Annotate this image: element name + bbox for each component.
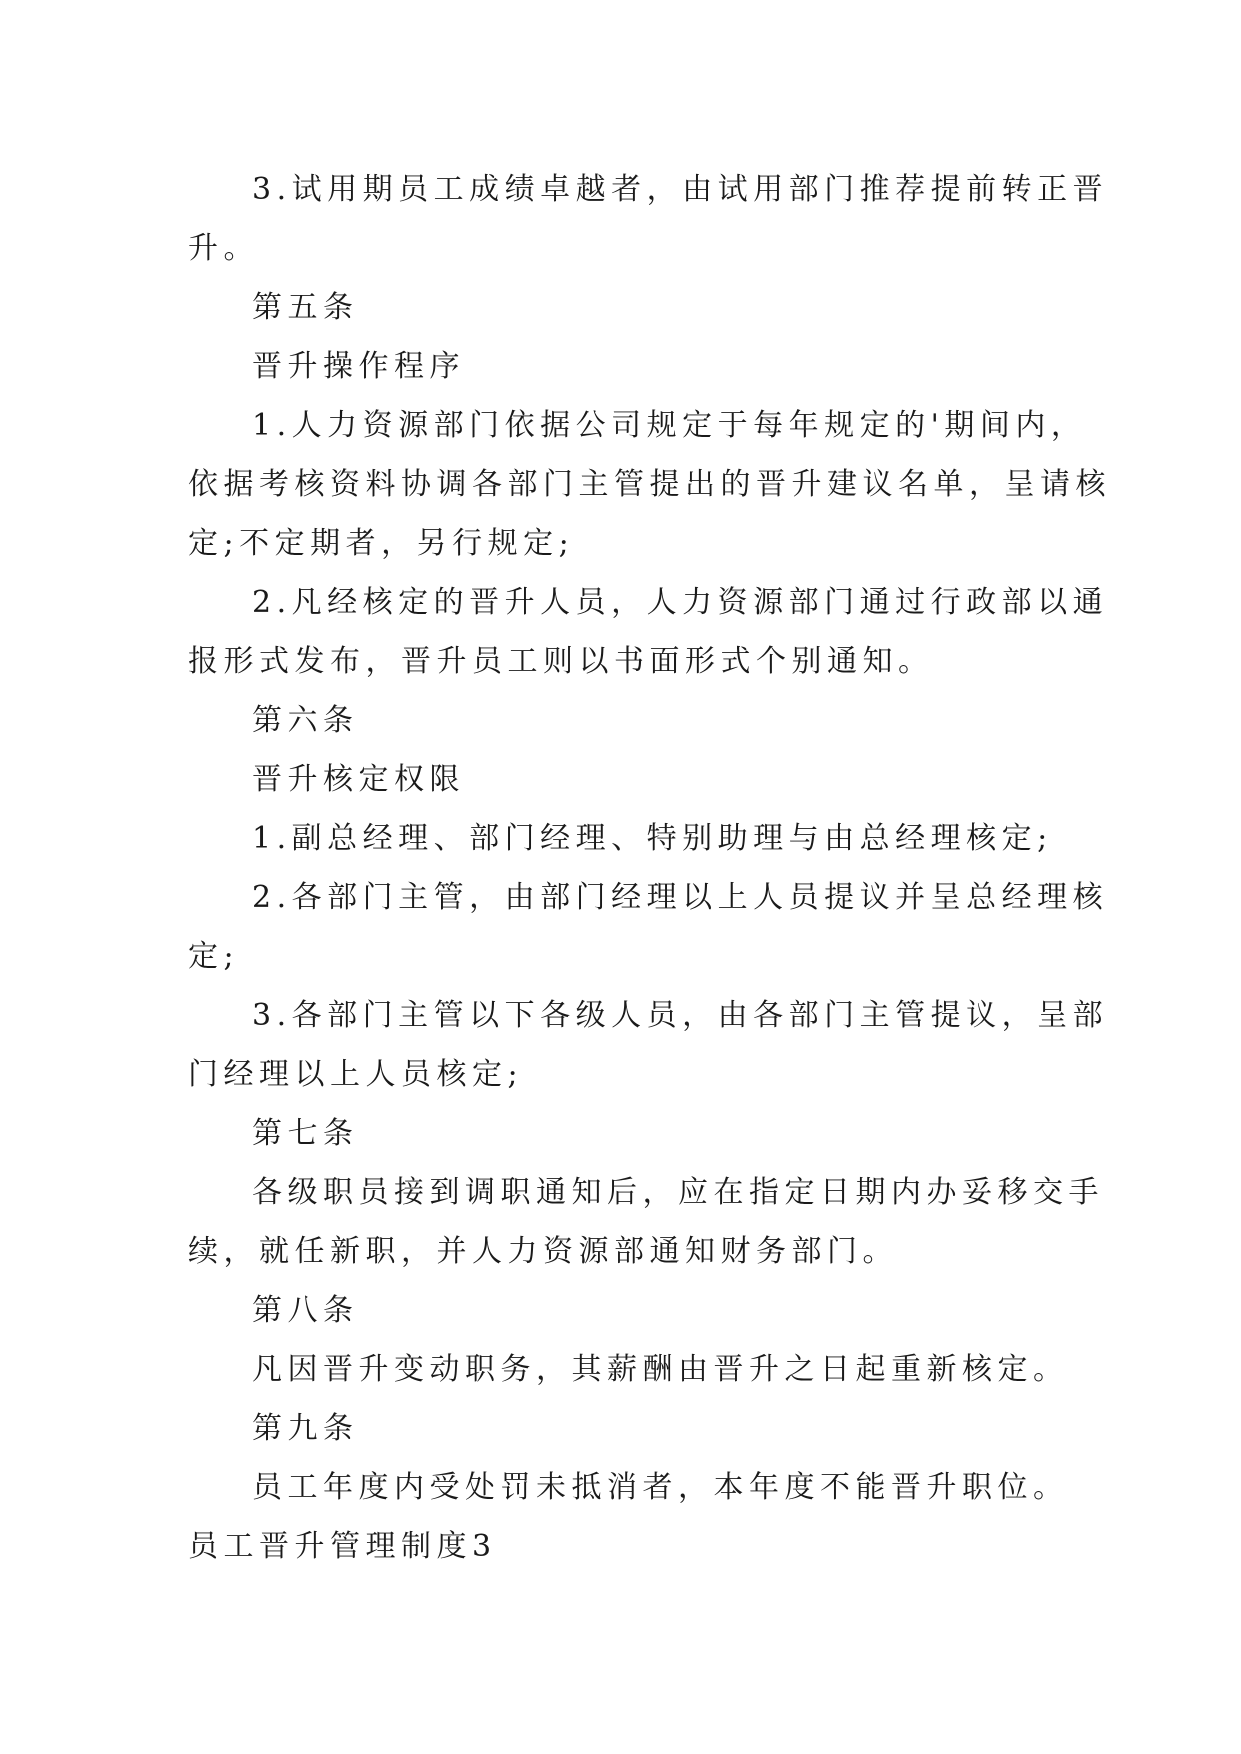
section-title: 晋升核定权限	[252, 762, 465, 797]
paragraph-line: 升。	[188, 231, 259, 266]
paragraph-line: 2.凡经核定的晋升人员，人力资源部门通过行政部以通	[252, 585, 1109, 620]
paragraph-line: 3.试用期员工成绩卓越者，由试用部门推荐提前转正晋	[252, 172, 1109, 207]
paragraph-line: 3.各部门主管以下各级人员，由各部门主管提议，呈部	[252, 998, 1109, 1033]
paragraph-line: 门经理以上人员核定;	[188, 1057, 524, 1092]
section-title: 晋升操作程序	[252, 349, 465, 384]
paragraph-line: 1.人力资源部门依据公司规定于每年规定的'期间内，	[252, 408, 1087, 443]
paragraph-line: 续，就任新职，并人力资源部通知财务部门。	[188, 1234, 898, 1269]
article-heading: 第九条	[252, 1411, 359, 1446]
document-body	[188, 160, 1111, 1576]
article-heading: 第六条	[252, 703, 359, 738]
paragraph-line: 定;	[188, 939, 240, 974]
paragraph-line: 定;不定期者，另行规定;	[188, 526, 575, 561]
article-heading: 第五条	[252, 290, 359, 325]
article-heading: 第八条	[252, 1293, 359, 1328]
paragraph-line: 依据考核资料协调各部门主管提出的晋升建议名单，呈请核	[188, 467, 1111, 502]
paragraph-line: 报形式发布，晋升员工则以书面形式个别通知。	[188, 644, 934, 679]
paragraph-line: 2.各部门主管，由部门经理以上人员提议并呈总经理核	[252, 880, 1109, 915]
paragraph-line: 员工年度内受处罚未抵消者，本年度不能晋升职位。	[252, 1470, 1069, 1505]
paragraph-line: 凡因晋升变动职务，其薪酬由晋升之日起重新核定。	[252, 1352, 1069, 1387]
document-title: 员工晋升管理制度3	[188, 1529, 497, 1564]
article-heading: 第七条	[252, 1116, 359, 1151]
paragraph-line: 各级职员接到调职通知后，应在指定日期内办妥移交手	[252, 1175, 1104, 1210]
paragraph-line: 1.副总经理、部门经理、特别助理与由总经理核定;	[252, 821, 1053, 856]
